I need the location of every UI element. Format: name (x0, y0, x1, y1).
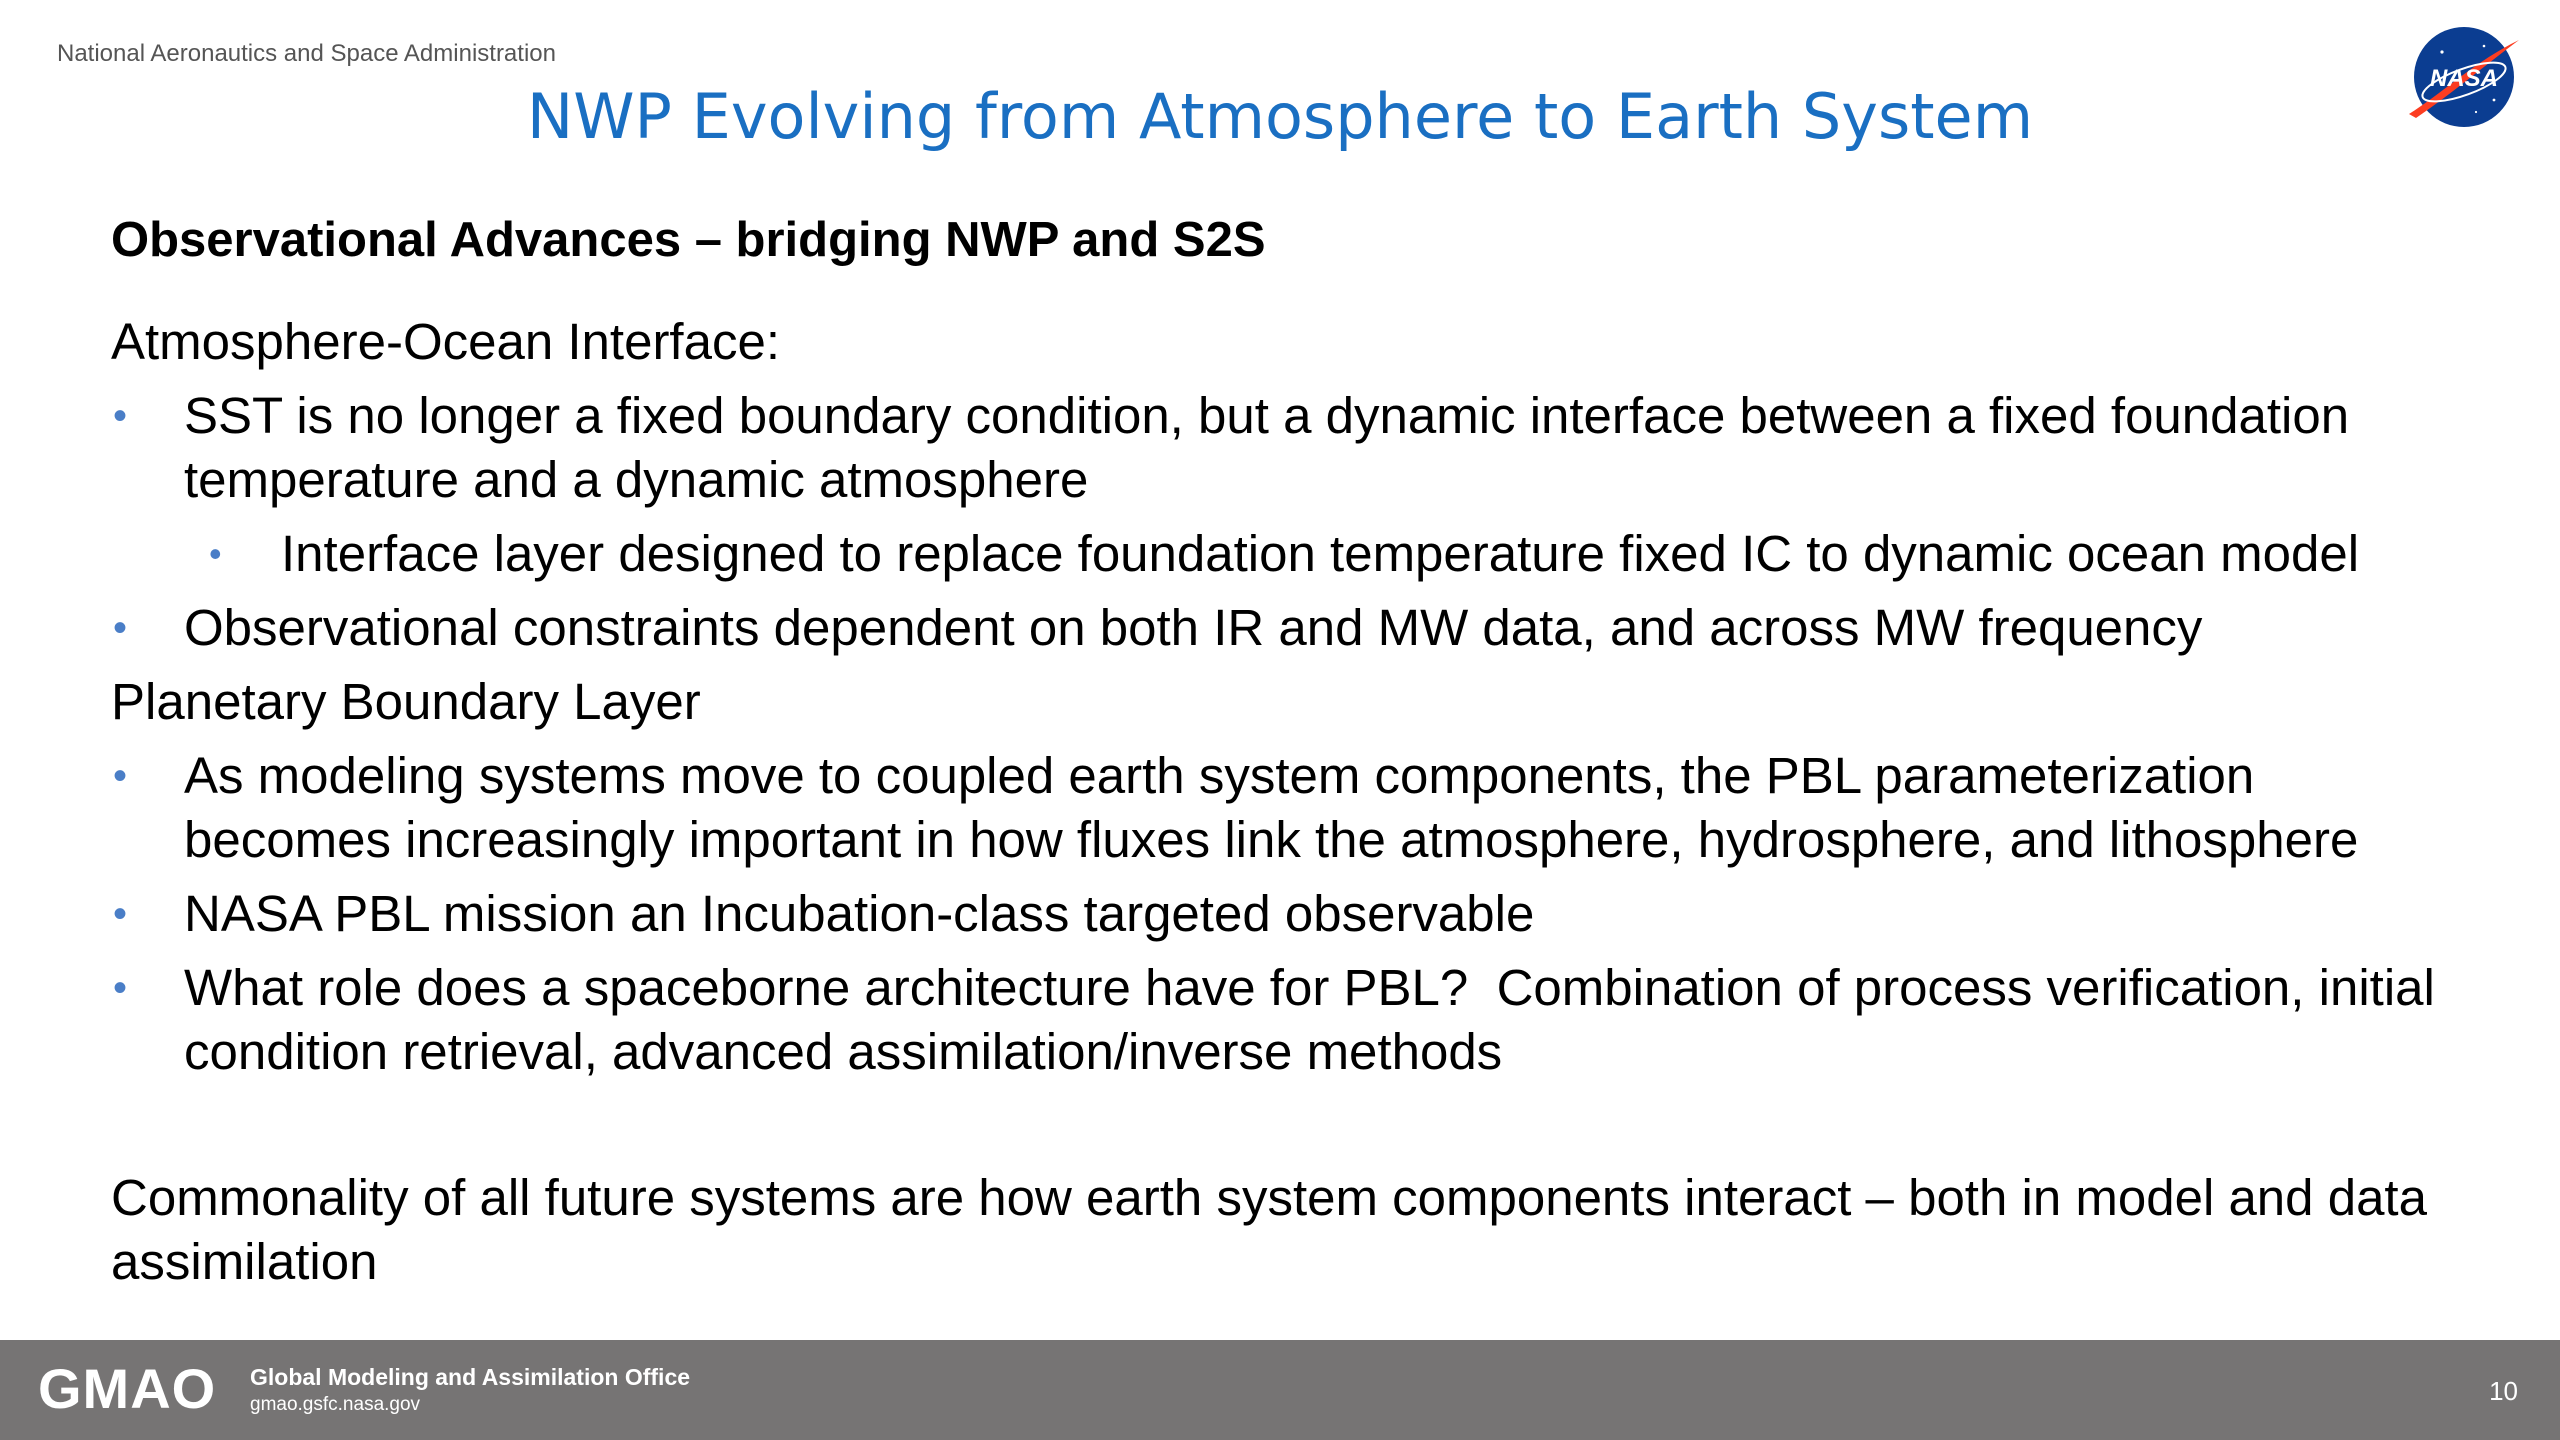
bullet-text: Interface layer designed to replace foundation temperature fixed IC to dynamic ocean model (281, 525, 2360, 582)
bullet-icon: • (113, 606, 128, 650)
bullet-item (111, 384, 2471, 512)
spacer (111, 1094, 2471, 1166)
bullet-text: SST is no longer a fixed boundary condition, but a dynamic interface between a fixed foundation temperature and a dynamic atmosphere (184, 387, 2350, 508)
bullet-icon: • (113, 892, 128, 936)
section-heading-atmosphere-ocean: Atmosphere-Ocean Interface: (111, 313, 781, 370)
bullet-text: What role does a spaceborne architecture have for PBL? Combination of process verification, initial condition retrieval, advanced assimilation/inverse methods (184, 959, 2435, 1080)
bullet-text: NASA PBL mission an Incubation-class targeted observable (184, 885, 1535, 942)
org-name: National Aeronautics and Space Administration (57, 40, 556, 67)
bullet-icon: • (113, 394, 128, 438)
bullet-text: As modeling systems move to coupled earth system components, the PBL parameterization becomes increasingly important in how fluxes link the atmosphere, hydrosphere, and lithosphere (184, 747, 2359, 868)
slide-subtitle: Observational Advances – bridging NWP and S2S (111, 213, 1266, 267)
nasa-logo-text: NASA (2429, 65, 2499, 92)
page-number: 10 (2489, 1376, 2518, 1406)
bullet-item (111, 882, 2471, 946)
slide-content (111, 310, 2471, 1294)
footer-bar (0, 1340, 2560, 1440)
bullet-item (111, 596, 2471, 660)
conclusion-text: Commonality of all future systems are how earth system components interact – both in model and data assimilation (111, 1169, 2427, 1290)
footer-org-name: Global Modeling and Assimilation Office (250, 1364, 691, 1390)
bullet-icon: • (209, 533, 222, 574)
footer-url: gmao.gsfc.nasa.gov (250, 1394, 421, 1415)
bullet-text: Observational constraints dependent on both IR and MW data, and across MW frequency (184, 599, 2203, 656)
gmao-logo: GMAO (38, 1357, 217, 1420)
section-heading-pbl: Planetary Boundary Layer (111, 673, 701, 730)
bullet-icon: • (113, 966, 128, 1010)
bullet-item (111, 956, 2471, 1084)
bullet-item (111, 744, 2471, 872)
slide-title: NWP Evolving from Atmosphere to Earth System (526, 80, 2034, 153)
bullet-icon: • (113, 754, 128, 798)
sub-bullet-item (111, 522, 2471, 586)
